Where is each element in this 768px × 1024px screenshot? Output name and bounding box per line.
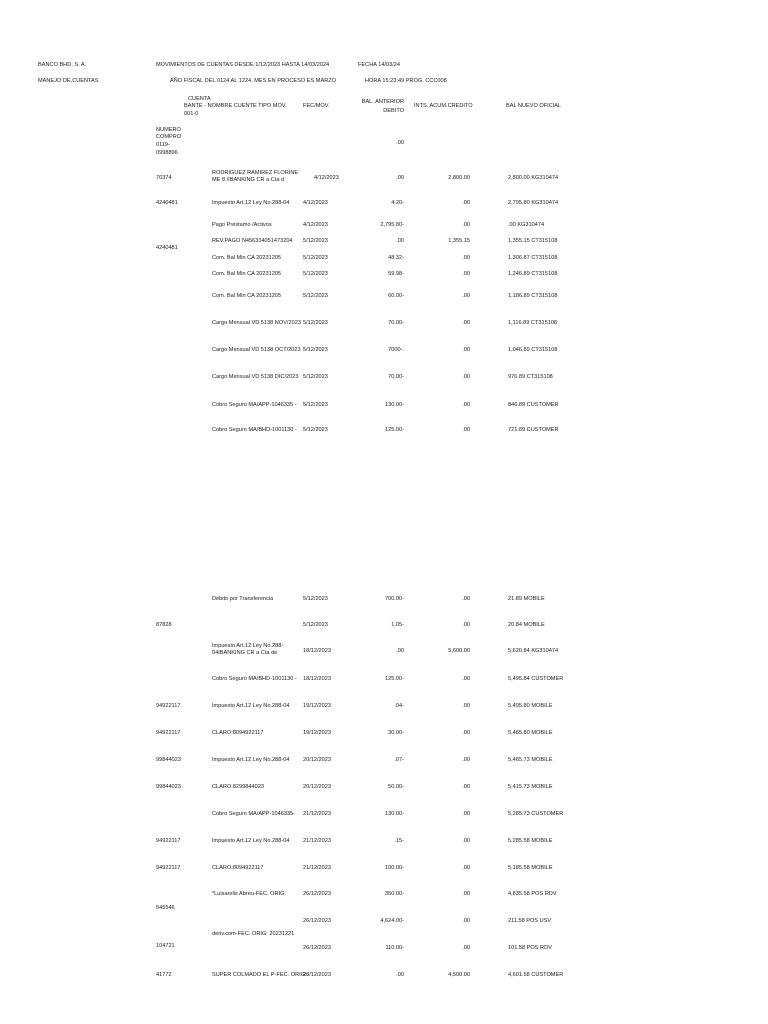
row-description: REV.PAGO N456334051473204 — [212, 238, 293, 244]
row-description: Cargo Mensual VD 5138 NOV/2023 — [212, 320, 301, 326]
compro-number: 0998896 — [156, 150, 178, 156]
row-date: 26/12/2023 — [303, 891, 331, 897]
row-balance: 2,795.80 KG310474 — [508, 200, 559, 206]
row-date: 5/12/2023 — [303, 374, 328, 380]
row-balance: 1,355.15 CT315108 — [508, 238, 558, 244]
row-ref: 94922117 — [156, 703, 181, 709]
row-balance: 2,800.00 KG310474 — [508, 175, 559, 181]
row-debit: 130.00- — [385, 402, 404, 408]
row-ref: 41772 — [156, 972, 172, 978]
row-ref: 104721 — [156, 943, 175, 949]
row-credit: .00 — [462, 374, 470, 380]
row-date: 20/12/2023 — [303, 784, 331, 790]
row-description: SUPER COLMADO EL P-FEC. ORIG: — [212, 972, 307, 978]
deriv-desc: deriv.com-FEC. ORIG: 20231221 — [212, 931, 295, 937]
row-credit: .00 — [462, 402, 470, 408]
row-description: RODRIGUEZ RAMIREZ FLORINE ME 8 /IBANKING CR a Cta d — [212, 170, 299, 183]
row-credit: .00 — [462, 918, 470, 924]
row-ref: 94922117 — [156, 730, 181, 736]
row-credit: .00 — [462, 293, 470, 299]
row-balance: 20.84 MOBILE — [508, 622, 545, 628]
row-credit: .00 — [462, 865, 470, 871]
row-date: 4/12/2023 — [314, 175, 339, 181]
row-debit: 4.20- — [391, 200, 404, 206]
row-description: Com. Bal Min CA 20231205 — [212, 271, 282, 277]
row-debit: .07- — [394, 757, 404, 763]
row-debit: 4,624.00- — [380, 918, 404, 924]
row-date: 4/12/2023 — [303, 200, 328, 206]
row-debit: 30.00- — [388, 730, 404, 736]
row-credit: .00 — [462, 222, 470, 228]
row-description: Impuesto Art.12 Ley No.288- 04IBANKING CR a Cta de — [212, 643, 284, 656]
numero-label: NUMERO — [156, 127, 181, 133]
row-debit: 50.00- — [388, 784, 404, 790]
row-balance: 846.89 CUSTOMER — [508, 402, 559, 408]
row-ref: 70374 — [156, 175, 172, 181]
row-debit: .00 — [396, 175, 404, 181]
row-date: 5/12/2023 — [303, 402, 328, 408]
report-date: FECHA 14/03/24 — [358, 62, 400, 68]
row-debit: .00 — [396, 238, 404, 244]
row-balance: 1,046.89 CT315108 — [508, 347, 558, 353]
row-description: Debito por Transferencia — [212, 596, 274, 602]
row-balance: 5,185.58 MOBILE — [508, 865, 553, 871]
row-balance: 5,465.80 MOBILE — [508, 730, 553, 736]
row-ref: 99844023 — [156, 784, 181, 790]
row-balance: 5,495.84 CUSTOMER — [508, 676, 564, 682]
row-description: Cobro Seguro MA/BHD-1001130 - — [212, 676, 297, 682]
col-cuenta: CUENTA — [188, 96, 211, 102]
row-date: 19/12/2023 — [303, 703, 331, 709]
row-balance: .00 KG310474 — [508, 222, 545, 228]
row-debit: .00 — [396, 972, 404, 978]
row-credit: .00 — [462, 730, 470, 736]
row-credit: .00 — [462, 811, 470, 817]
row-credit: .00 — [462, 784, 470, 790]
row-debit: 125.00- — [385, 427, 404, 433]
row-credit: .00 — [462, 320, 470, 326]
row-description: Com. Bal Min CA 20231205 — [212, 255, 282, 261]
row-date: 5/12/2023 — [303, 320, 328, 326]
row-balance: 101.58 POS RDV — [508, 945, 552, 951]
row-description: Cargo Mensual VD 5138 OCT/2023 — [212, 347, 301, 353]
row-description: Impuesto Art.12 Ley No.288-04 — [212, 703, 290, 709]
row-ref: 94922117 — [156, 838, 181, 844]
row-description: Impuesto Art.12 Ley No.288-04 — [212, 757, 290, 763]
row-date: 21/12/2023 — [303, 865, 331, 871]
row-balance: 721.89 CUSTOMER — [508, 427, 559, 433]
row-debit: 125.00- — [385, 676, 404, 682]
row-debit: 700.00- — [385, 596, 404, 602]
row-debit: 2,795.80- — [380, 222, 404, 228]
row-description: CLARO:8094922117 — [212, 730, 264, 736]
fiscal-year: AÑO FISCAL DEL 0124 AL 1224. MES EN PROCESO ES MARZO — [170, 78, 337, 84]
row-credit: .00 — [462, 891, 470, 897]
row-credit: .00 — [462, 271, 470, 277]
row-balance: 976.89 CT315108 — [508, 374, 553, 380]
row-credit: 1,355.15 — [448, 238, 470, 244]
col-bal-nuevo: BAL NUEVO OFICIAL — [506, 103, 562, 109]
row-credit: .00 — [462, 596, 470, 602]
row-balance: 211.58 POS USV — [508, 918, 552, 924]
row-balance: 1,186.89 CT315108 — [508, 293, 558, 299]
row-balance: 1,116.89 CT315108 — [508, 320, 558, 326]
row-debit: 7000-. — [388, 347, 404, 353]
row-debit: 100.00- — [385, 865, 404, 871]
row-ref: 94922117 — [156, 865, 181, 871]
row-debit: .00 — [396, 648, 404, 654]
row-description: Cobro Seguro MA/BHD-1001130 - — [212, 427, 297, 433]
row-description: CLARO:8094922117 — [212, 865, 264, 871]
ref-545546: 545546 — [156, 905, 175, 911]
row-ref: 99844023 — [156, 757, 181, 763]
row-description: Impuesto Art.12 Ley No.288-04 — [212, 200, 290, 206]
row-date: 5/12/2023 — [303, 347, 328, 353]
row-date: 5/12/2023 — [303, 622, 328, 628]
row-date: 5/12/2023 — [303, 596, 328, 602]
row-debit: .15- — [394, 838, 404, 844]
row-date: 18/12/2023 — [303, 648, 331, 654]
row-credit: .00 — [462, 676, 470, 682]
row-date: 26/12/2023 — [303, 918, 331, 924]
row-description: Pago Préstamo /Activos — [212, 222, 272, 228]
row-description: Cobro Seguro MA/APP-1046335- — [212, 811, 296, 817]
row-balance: 21.89 MOBILE — [508, 596, 545, 602]
compro-label: COMPRO — [156, 134, 182, 140]
row-balance: 5,495.80 MOBILE — [508, 703, 553, 709]
col-debito: DEBITO — [383, 108, 404, 114]
row-date: 18/12/2023 — [303, 676, 331, 682]
row-date: 5/12/2023 — [303, 255, 328, 261]
row-date: 5/12/2023 — [303, 293, 328, 299]
row-ref: 87828 — [156, 622, 172, 628]
row-credit: .00 — [462, 427, 470, 433]
row-balance: 4,835.58 POS RDV — [508, 891, 557, 897]
row-balance: 5,285.58 MOBILE — [508, 838, 553, 844]
report-time: HORA 15:23:49 PROG. CCC008 — [365, 78, 447, 84]
row-description: Cargo Mensual VD 5138 DIC/2023 — [212, 374, 299, 380]
row-debit: 1.05- — [391, 622, 404, 628]
row-credit: .00 — [462, 757, 470, 763]
bank-name: BANCO BHD, S. A. — [38, 62, 87, 68]
department: MANEJO DE,CUENTAS — [38, 78, 99, 84]
row-description: CLARO:8299844023 — [212, 784, 264, 790]
row-debit: 70.00- — [388, 320, 404, 326]
row-balance: 5,285.73 CUSTOMER — [508, 811, 564, 817]
row-credit: .00 — [462, 622, 470, 628]
col-bal-anterior: BAL. ANTERIOR — [361, 99, 404, 105]
row-debit: 59.98- — [388, 271, 404, 277]
row-date: 26/12/2023 — [303, 945, 331, 951]
col-account-no: 001-0 — [184, 111, 199, 117]
row-balance: 5,415.73 MOBILE — [508, 784, 553, 790]
row-balance: 1,306.87 CT315108 — [508, 255, 558, 261]
row-description: Impuesto Art.12 Ley No.288-04 — [212, 838, 290, 844]
row-date: 19/12/2023 — [303, 730, 331, 736]
col-name-type: BANTE - NOMBRE CUENTE TIPO MOV. — [184, 103, 287, 109]
row-balance: 1,246.89 CT315108 — [508, 271, 558, 277]
row-credit: .00 — [462, 703, 470, 709]
compro-prefix: 0119- — [156, 142, 170, 148]
row-credit: .00 — [462, 838, 470, 844]
col-fecmov: FEC/MOV. — [303, 103, 330, 109]
row-credit: .00 — [462, 255, 470, 261]
row-ref: 4240481 — [156, 200, 178, 206]
row-date: 5/12/2023 — [303, 238, 328, 244]
row-description: *Luisarelis Abreu-FEC. ORIG: — [212, 891, 286, 897]
row-debit: 350.00- — [385, 891, 404, 897]
row-balance: 4,601.58 CUSTOMER — [508, 972, 564, 978]
row-description: Com. Bal Min CA 20231205 — [212, 293, 282, 299]
row-date: 4/12/2023 — [303, 222, 328, 228]
row-credit: 2,800.00 — [448, 175, 470, 181]
row-balance: 5,465.73 MOBILE — [508, 757, 553, 763]
row-credit: .00 — [462, 200, 470, 206]
row-date: 21/12/2023 — [303, 811, 331, 817]
row-date: 5/12/2023 — [303, 271, 328, 277]
row-debit: .04- — [394, 703, 404, 709]
row-debit: 70.00- — [388, 374, 404, 380]
intro-debit: .00 — [396, 140, 404, 146]
row-description: Cobro Seguro MA/APP-1046335 - — [212, 402, 297, 408]
row-debit: 130.00- — [385, 811, 404, 817]
row-credit: .00 — [462, 347, 470, 353]
row-debit: 110.00- — [385, 945, 404, 951]
row-debit: 48.32- — [388, 255, 404, 261]
row-debit: 60.00- — [388, 293, 404, 299]
col-ints-credito: INTS. ACUM.CREDITO — [414, 103, 473, 109]
row-date: 28/12/2023 — [303, 972, 331, 978]
row-balance: 5,620.84 KG310474 — [508, 648, 559, 654]
row-ref: 4240481 — [156, 245, 178, 251]
row-date: 21/12/2023 — [303, 838, 331, 844]
row-credit: 5,600.00 — [448, 648, 470, 654]
row-date: 5/12/2023 — [303, 427, 328, 433]
row-credit: 4,500.00 — [448, 972, 470, 978]
row-date: 20/12/2023 — [303, 757, 331, 763]
row-credit: .00 — [462, 945, 470, 951]
report-range: MOVIMIENTOS DE CUENTAS DESDE 1/12/2023 HASTA 14/03/2024 — [156, 62, 330, 68]
